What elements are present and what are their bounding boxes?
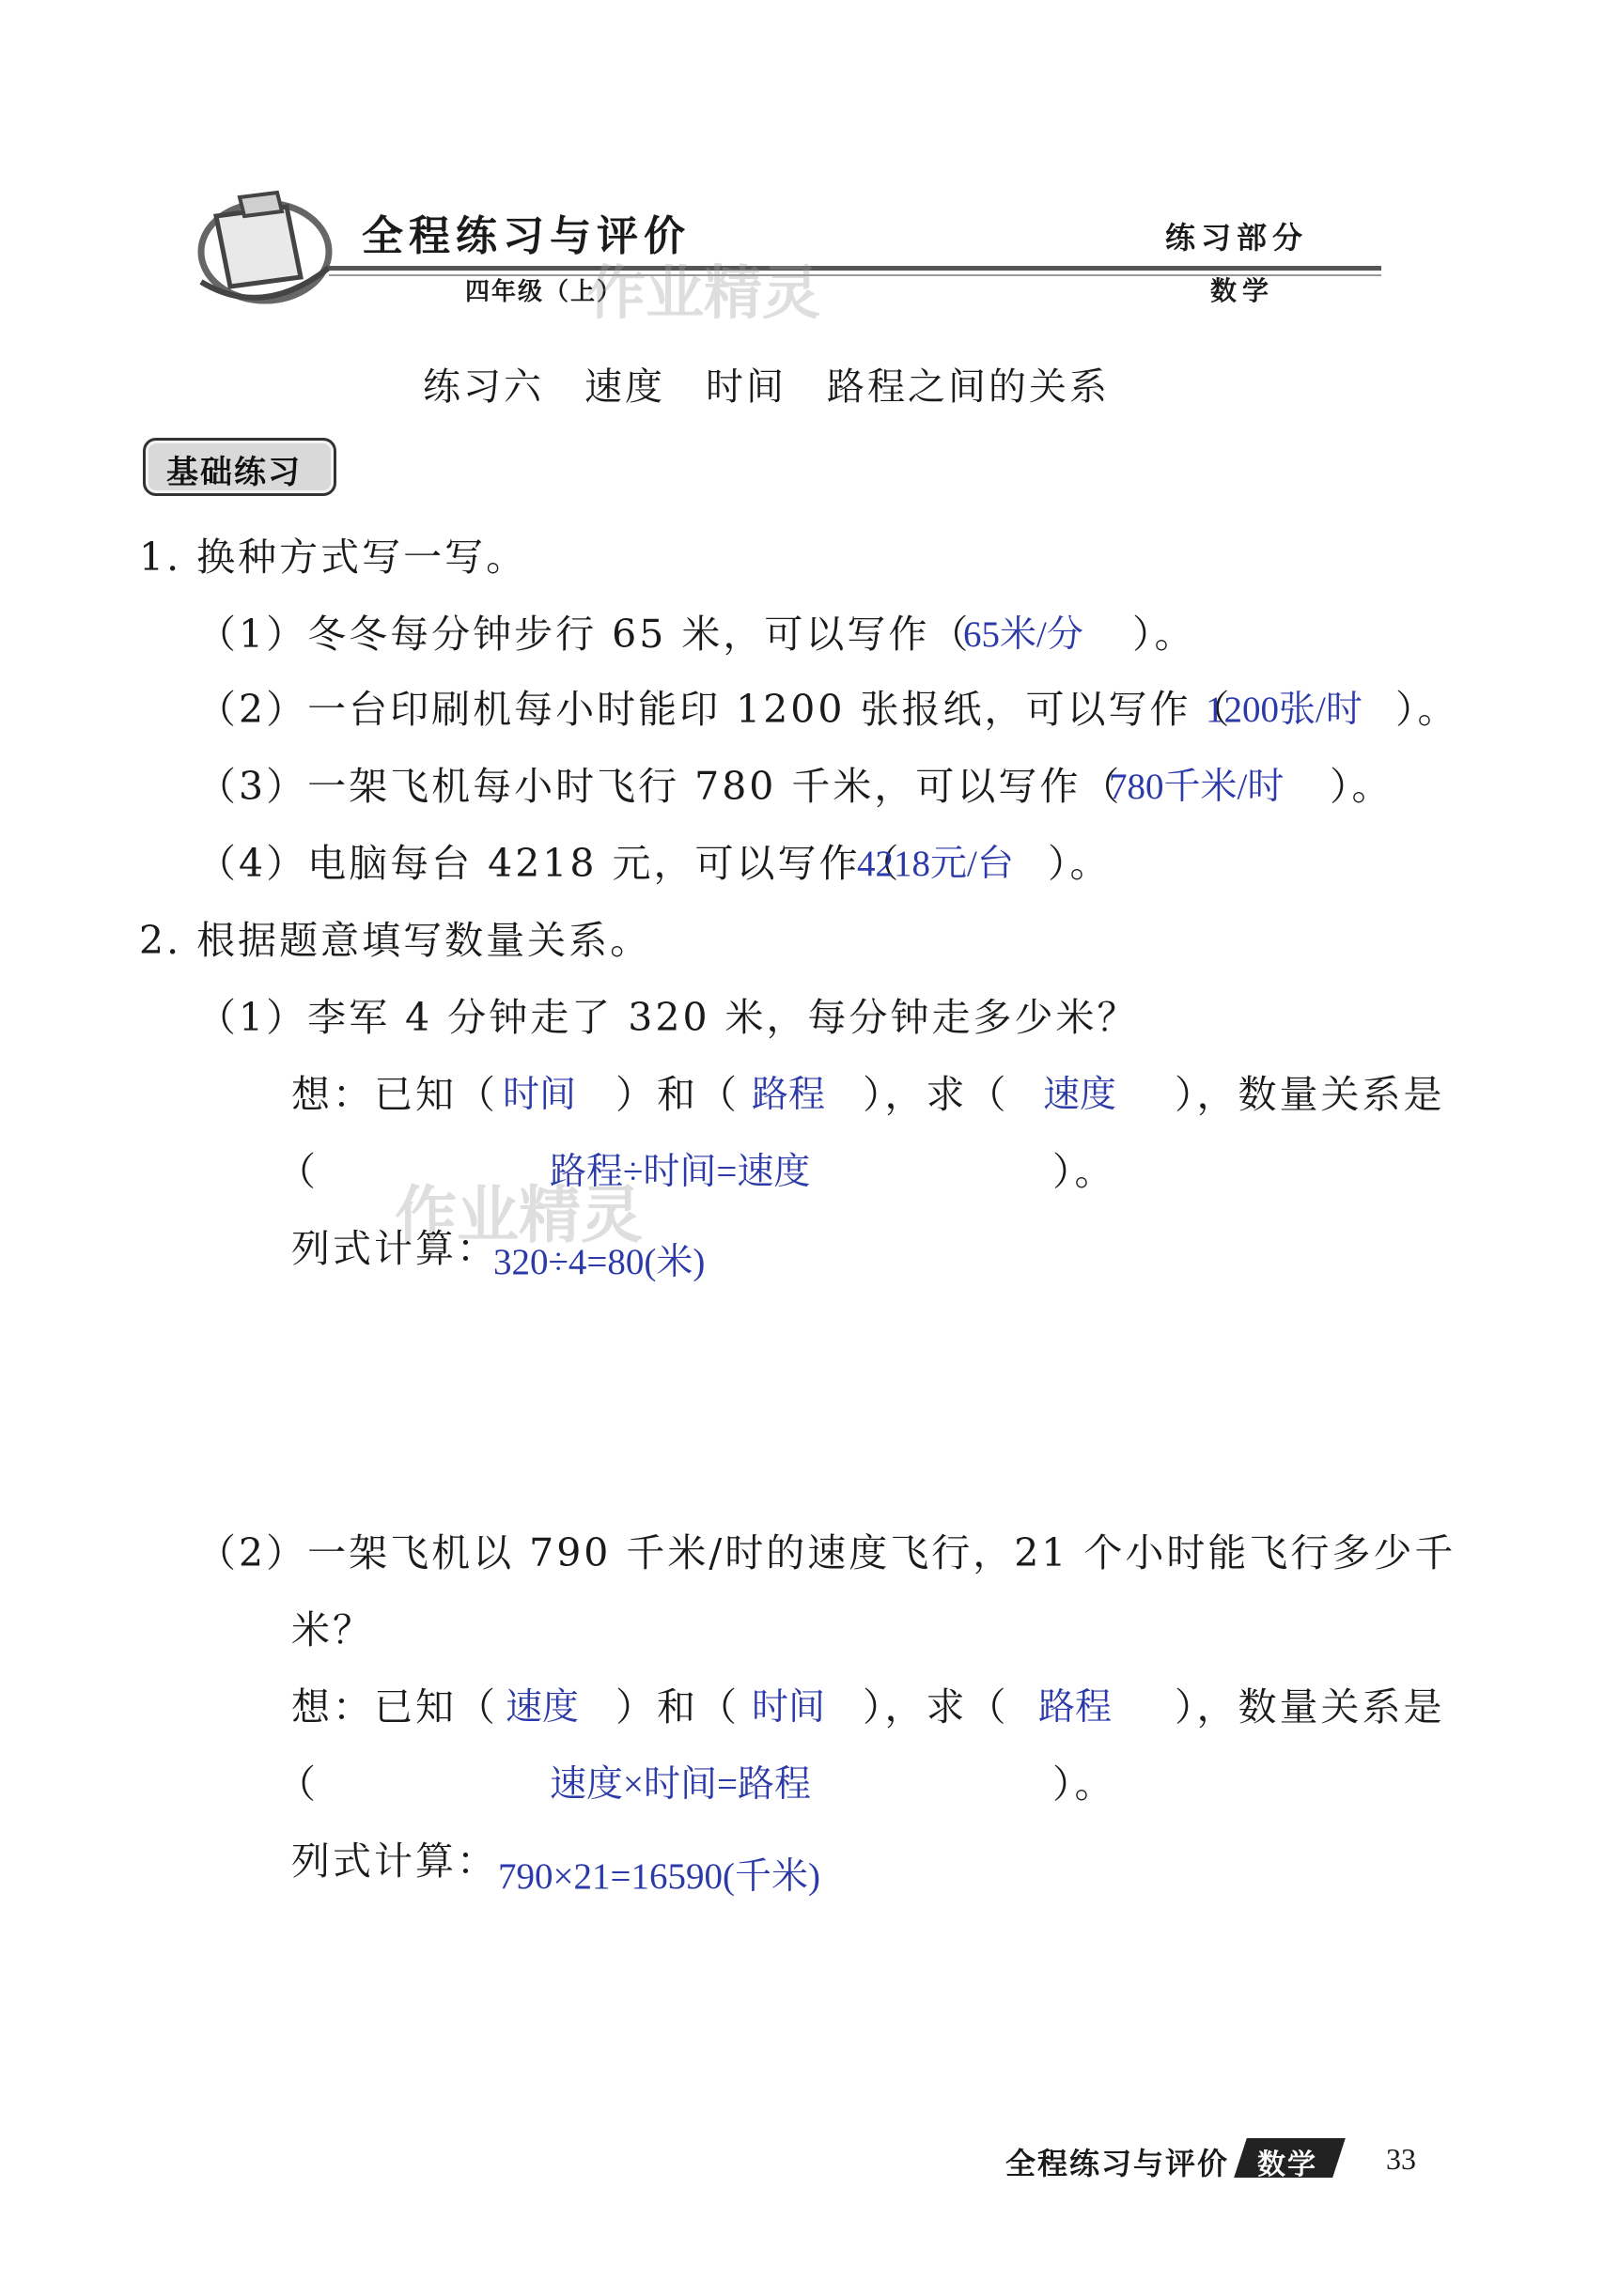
section-label: 练习部分 xyxy=(1165,220,1309,256)
watermark: 作业精灵 xyxy=(587,258,821,327)
q1-item-text: （4）电脑每台 4218 元，可以写作（ xyxy=(197,841,902,886)
subject-label: 数学 xyxy=(1210,275,1275,306)
q2-p2-relation: 速度×时间=路程 xyxy=(550,1764,811,1805)
page-number: 33 xyxy=(1386,2142,1416,2176)
q2-title: 2. 根据题意填写数量关系。 xyxy=(139,918,652,963)
q2-p2-calc-label: 列式计算： xyxy=(291,1838,498,1884)
q1-item-close: ）。 xyxy=(1330,764,1394,809)
q1-item-answer: 1200张/时 xyxy=(1206,690,1363,730)
q1-title: 1. 换种方式写一写。 xyxy=(139,535,528,580)
q2-p2-mid1: ）和（ xyxy=(615,1684,740,1730)
q2-p2-think-prefix: 想：已知（ xyxy=(291,1684,498,1730)
q1-item-close: ）。 xyxy=(1048,841,1112,886)
q1-item-answer: 780千米/时 xyxy=(1109,767,1285,807)
watermark: 作业精灵 xyxy=(395,1179,643,1251)
q2-p1-relation: 路程÷时间=速度 xyxy=(550,1152,811,1192)
q2-p2-mid2: ），求（ xyxy=(863,1684,1009,1730)
q2-p1-calc: 320÷4=80(米) xyxy=(493,1242,706,1282)
q2-p2-calc: 790×21=16590(千米) xyxy=(498,1856,820,1897)
q2-p2-question-line1: （2）一架飞机以 790 千米/时的速度飞行，21 个小时能飞行多少千 xyxy=(197,1530,1456,1575)
q1-item-answer: 4218元/台 xyxy=(857,844,1014,884)
q2-p1-mid1: ）和（ xyxy=(615,1072,740,1117)
q1-item-text: （2）一台印刷机每小时能印 1200 张报纸，可以写作（ xyxy=(197,687,1233,732)
q2-p2-open: （ xyxy=(277,1761,319,1807)
q1-item-text: （1）冬冬每分钟步行 65 米，可以写作（ xyxy=(197,612,972,657)
q2-p1-target: 速度 xyxy=(1043,1075,1117,1115)
q1-item-text: （3）一架飞机每小时飞行 780 千米，可以写作（ xyxy=(197,764,1123,809)
q2-p1-calc-label: 列式计算： xyxy=(291,1226,498,1271)
q2-p1-known2: 路程 xyxy=(752,1075,826,1115)
q2-p1-question: （1）李军 4 分钟走了 320 米，每分钟走多少米？ xyxy=(197,995,1139,1040)
section-badge xyxy=(143,438,336,496)
q2-p1-close: ）。 xyxy=(1052,1149,1116,1194)
lesson-title: 练习六 速度 时间 路程之间的关系 xyxy=(423,365,1110,409)
q2-p1-suffix: ），数量关系是 xyxy=(1175,1072,1445,1117)
footer-series: 全程练习与评价 xyxy=(1005,2146,1230,2181)
series-title: 全程练习与评价 xyxy=(362,212,691,260)
q2-p2-suffix: ），数量关系是 xyxy=(1175,1684,1445,1730)
q2-p2-target: 路程 xyxy=(1038,1687,1113,1728)
footer-subject: 数学 xyxy=(1257,2149,1317,2181)
q2-p2-known1: 速度 xyxy=(506,1687,580,1728)
q1-item-answer: 65米/分 xyxy=(963,614,1083,655)
q2-p1-known1: 时间 xyxy=(503,1075,577,1115)
q2-p1-open: （ xyxy=(277,1149,319,1194)
q2-p2-question-line2: 米？ xyxy=(291,1607,374,1652)
q2-p1-mid2: ），求（ xyxy=(863,1072,1009,1117)
q2-p2-close: ）。 xyxy=(1052,1761,1116,1807)
q1-item-close: ）。 xyxy=(1395,687,1459,732)
section-badge-label: 基础练习 xyxy=(166,454,302,491)
logo-icon xyxy=(188,178,338,310)
q2-p1-think-prefix: 想：已知（ xyxy=(291,1072,498,1117)
grade-label: 四年级（上） xyxy=(465,278,624,306)
q2-p2-known2: 时间 xyxy=(752,1687,826,1728)
q1-item-close: ）。 xyxy=(1132,612,1196,657)
